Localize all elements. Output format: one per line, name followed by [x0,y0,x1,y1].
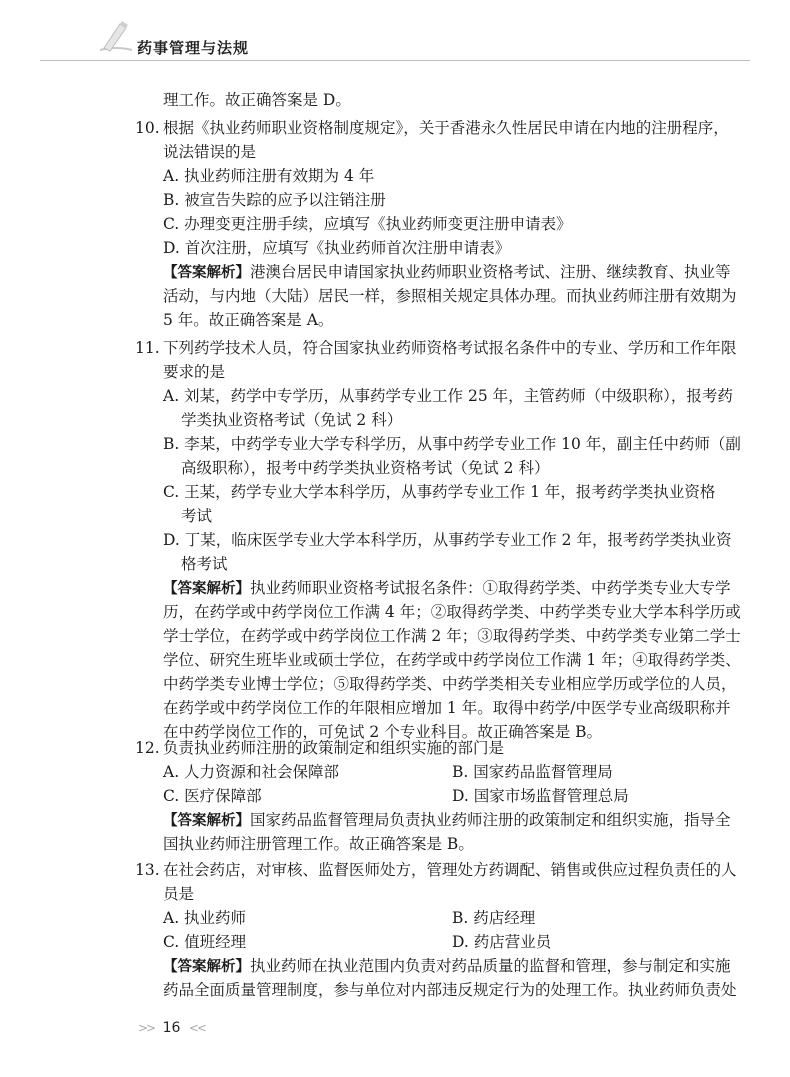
question-stem-line: 下列药学技术人员，符合国家执业药师资格考试报名条件中的专业、学历和工作年限 [163,339,737,357]
question-stem-line: 说法错误的是 [163,143,257,161]
analysis-text: 国家药品监督管理局负责执业药师注册的政策制定和组织实施，指导全 [250,811,731,829]
analysis-label: 【答案解析】 [163,813,250,829]
option-line: 高级职称），报考中药学类执业资格考试（免试 2 科） [181,459,550,477]
option-line: D. 丁某，临床医学专业大学本科学历，从事药学专业工作 2 年，报考药学类执业资 [163,531,732,549]
analysis-line: 学士学位，在药学或中药学岗位工作满 2 年；③取得药学类、中药学类专业第二学士 [163,627,741,645]
option-line: D. 药店营业员 [452,933,552,951]
option-line: B. 国家药品监督管理局 [452,763,613,781]
question-number: 10. [135,119,160,137]
analysis-line: 5 年。故正确答案是 A。 [163,311,334,329]
option-line: C. 王某，药学专业大学本科学历，从事药学专业工作 1 年，报考药学类执业资格 [163,483,716,501]
question-stem-line: 根据《执业药师职业资格制度规定》，关于香港永久性居民申请在内地的注册程序， [163,119,729,137]
question-stem-line: 员是 [163,885,195,903]
analysis-line: 药品全面质量管理制度，参与单位对内部违反规定行为的处理工作。执业药师负责处 [163,981,737,999]
analysis-line: 在中药学岗位工作的，可免试 2 个专业科目。故正确答案是 B。 [163,723,603,741]
header-divider [40,60,750,61]
option-line: A. 人力资源和社会保障部 [163,763,340,781]
analysis-label: 【答案解析】 [163,959,250,975]
analysis-label: 【答案解析】 [163,581,250,597]
left-marks: >> [138,1021,155,1035]
analysis-text: 执业药师在执业范围内负责对药品质量的监督和管理，参与制定和实施 [250,957,731,975]
question-stem-line: 负责执业药师注册的政策制定和组织实施的部门是 [163,739,505,757]
analysis-label: 【答案解析】 [163,265,250,281]
analysis-line: 在药学或中药学岗位工作的年限相应增加 1 年。取得中药学/中医学专业高级职称并 [163,699,731,717]
header-title: 药事管理与法规 [137,39,250,57]
option-line: C. 值班经理 [163,933,247,951]
analysis-first-line [163,262,731,283]
option-line: 格考试 [181,555,228,573]
page-footer [138,1020,205,1036]
question-number: 13. [135,861,160,879]
option-line: 学类执业资格考试（免试 2 科） [181,411,403,429]
question-stem-line: 要求的是 [163,363,226,381]
option-line: B. 药店经理 [452,909,536,927]
pen-icon [96,20,136,56]
analysis-line: 中药学类专业博士学位；⑤取得药学类、中药学类相关专业相应学历或学位的人员， [163,675,737,693]
option-line: B. 李某，中药学专业大学专科学历，从事中药学专业工作 10 年，副主任中药师（副 [163,435,741,453]
right-marks: << [188,1021,205,1035]
page-number: 16 [162,1020,181,1036]
option-line: C. 办理变更注册手续，应填写《执业药师变更注册申请表》 [163,215,572,233]
analysis-line: 历，在药学或中药学岗位工作满 4 年；②取得药学类、中药学类专业大学本科学历或 [163,603,741,621]
analysis-line: 国执业药师注册管理工作。故正确答案是 B。 [163,835,474,853]
option-line: D. 首次注册，应填写《执业药师首次注册申请表》 [163,239,511,257]
option-line: B. 被宣告失踪的应予以注销注册 [163,191,386,209]
option-line: A. 执业药师 [163,909,247,927]
page-header [0,0,790,62]
analysis-first-line [163,810,731,831]
analysis-first-line [163,956,731,977]
analysis-first-line [163,578,731,599]
option-line: D. 国家市场监督管理总局 [452,787,629,805]
continuation-text: 理工作。故正确答案是 D。 [163,91,351,109]
analysis-line: 学位、研究生班毕业或硕士学位，在药学或中药学岗位工作满 1 年；④取得药学类、 [163,651,741,669]
question-stem-line: 在社会药店，对审核、监督医师处方，管理处方药调配、销售或供应过程负责任的人 [163,861,737,879]
option-line: A. 刘某，药学中专学历，从事药学专业工作 25 年，主管药师（中级职称），报考药 [163,387,733,405]
option-line: 考试 [181,507,213,525]
question-number: 11. [135,339,160,357]
option-line: C. 医疗保障部 [163,787,262,805]
analysis-text: 港澳台居民申请国家执业药师职业资格考试、注册、继续教育、执业等 [250,263,731,281]
analysis-text: 执业药师职业资格考试报名条件：①取得药学类、中药学类专业大专学 [250,579,731,597]
option-line: A. 执业药师注册有效期为 4 年 [163,167,375,185]
analysis-line: 活动，与内地（大陆）居民一样，参照相关规定具体办理。而执业药师注册有效期为 [163,287,737,305]
question-number: 12. [135,739,160,757]
